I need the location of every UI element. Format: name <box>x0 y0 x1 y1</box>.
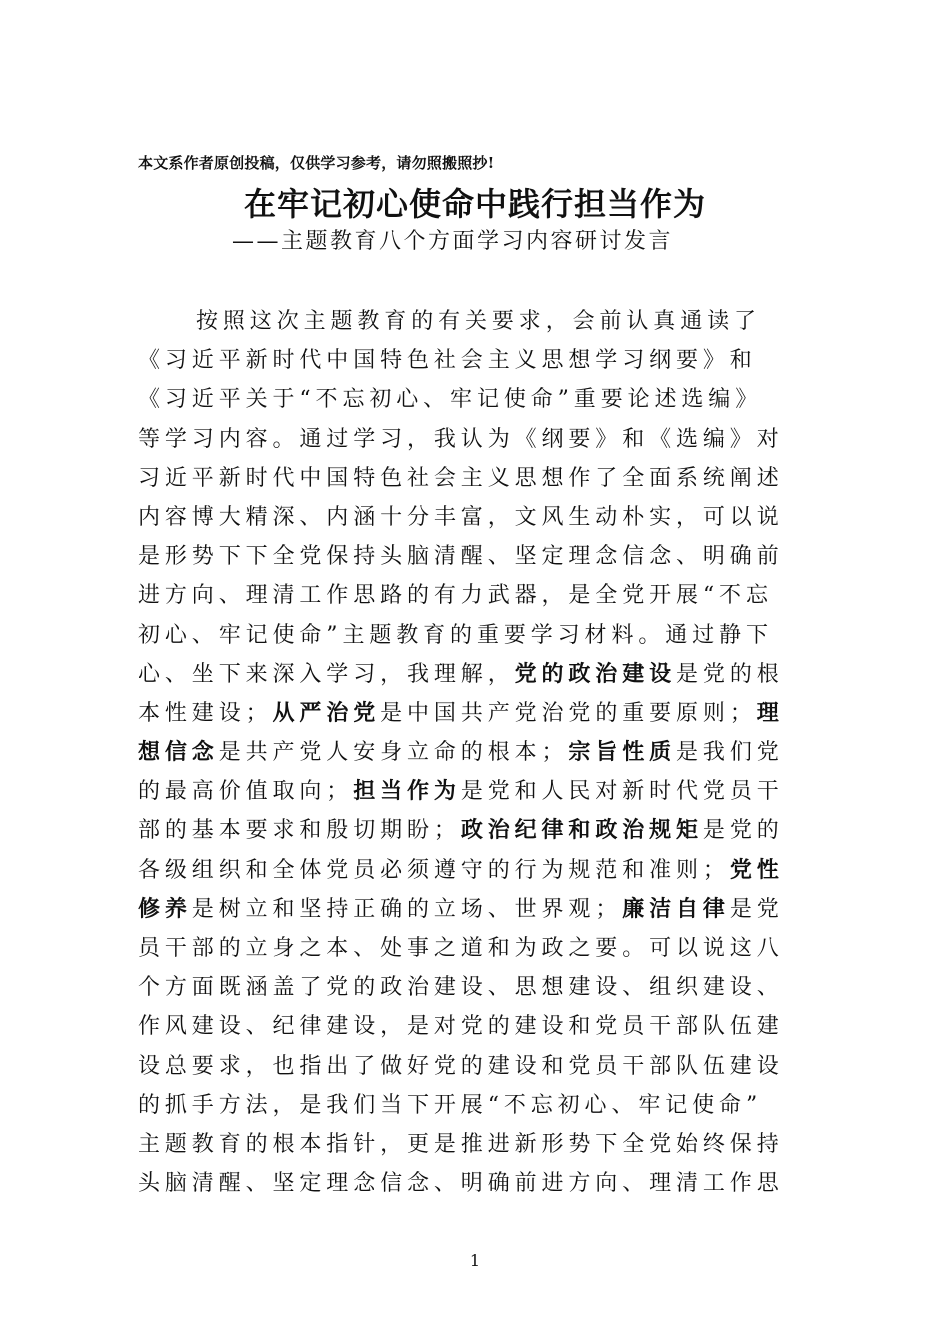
text-line <box>138 341 770 380</box>
text-line <box>138 851 784 890</box>
document-title: 在牢记初心使命中践行担当作为 <box>243 185 706 223</box>
body-paragraph <box>138 302 784 1203</box>
text-line <box>138 498 784 537</box>
bold-keyword: 理 <box>756 700 784 726</box>
text-span: 是党的 <box>702 818 784 844</box>
text-line <box>138 929 784 968</box>
text-span: 的最高价值取向； <box>138 779 354 805</box>
text-span: 部的基本要求和殷切期盼； <box>138 818 461 844</box>
text-line <box>138 1007 784 1046</box>
text-line <box>138 1086 770 1125</box>
text-line <box>138 616 773 655</box>
text-line <box>138 890 784 929</box>
text-span: 是共产党人安身立命的根本； <box>218 740 569 766</box>
text-line <box>138 1047 784 1086</box>
text-span: 心、坐下来深入学习，我理解， <box>138 661 515 687</box>
text-line <box>138 968 784 1007</box>
text-span: 是党 <box>729 896 784 922</box>
copyright-notice: 本文系作者原创投稿，仅供学习参考，请勿照搬照抄! <box>138 154 495 172</box>
bold-keyword: 担当作为 <box>353 779 461 805</box>
text-span: 是中国共产党治党的重要原则； <box>380 700 757 726</box>
text-span: 等学习内容。通过学习，我认为《纲要》和《选编》对 <box>138 426 784 452</box>
text-span: 本性建设； <box>138 700 273 726</box>
text-span: 进方向、理清工作思路的有力武器，是全党开展“不忘 <box>138 583 773 609</box>
bold-keyword: 廉洁自律 <box>622 896 730 922</box>
text-line <box>138 420 784 459</box>
text-line <box>138 302 770 341</box>
text-line <box>138 694 784 733</box>
bold-keyword: 从严治党 <box>272 700 381 726</box>
text-span: 作风建设、纪律建设，是对党的建设和党员干部队伍建 <box>138 1014 784 1040</box>
bold-keyword: 党性 <box>729 857 784 883</box>
bold-keyword: 党的政治建设 <box>514 661 677 687</box>
text-span: 初心、牢记使命”主题教育的重要学习材料。通过静下 <box>138 622 773 648</box>
text-span: 内容博大精深、内涵十分丰富，文风生动朴实，可以说 <box>138 504 784 530</box>
text-line <box>138 811 784 850</box>
bold-keyword: 想信念 <box>138 740 219 766</box>
text-span: 《习近平新时代中国特色社会主义思想学习纲要》和 <box>138 348 757 374</box>
text-span: 员干部的立身之本、处事之道和为政之要。可以说这八 <box>138 936 784 961</box>
text-line <box>138 380 770 419</box>
text-line <box>138 537 784 576</box>
bold-keyword: 修养 <box>138 896 192 922</box>
document-subtitle: ——主题教育八个方面学习内容研讨发言 <box>232 229 674 254</box>
text-span: 是党的根 <box>676 661 784 687</box>
text-line <box>138 655 784 694</box>
text-line <box>138 1125 784 1164</box>
text-span: 的抓手方法，是我们当下开展“不忘初心、牢记使命” <box>138 1092 763 1118</box>
text-line <box>138 576 773 615</box>
bold-keyword: 宗旨性质 <box>568 740 677 766</box>
text-span: 各级组织和全体党员必须遵守的行为规范和准则； <box>138 857 730 883</box>
text-span: 是党和人民对新时代党员干 <box>460 779 784 805</box>
text-span: 是树立和坚持正确的立场、世界观； <box>191 896 623 922</box>
text-line <box>138 459 784 498</box>
text-span: 头脑清醒、坚定理念信念、明确前进方向、理清工作思 <box>138 1171 784 1197</box>
text-span: 设总要求，也指出了做好党的建设和党员干部队伍建设 <box>138 1053 784 1079</box>
text-line <box>138 733 784 772</box>
text-span: 习近平新时代中国特色社会主义思想作了全面系统阐述 <box>138 465 784 491</box>
bold-keyword: 政治纪律和政治规矩 <box>460 818 703 844</box>
text-span: 《习近平关于“不忘初心、牢记使命”重要论述选编》 <box>138 387 763 413</box>
text-span: 是我们党 <box>676 740 784 766</box>
text-span: 是形势下下全党保持头脑清醒、坚定理念信念、明确前 <box>138 544 784 570</box>
text-line <box>138 1164 784 1203</box>
text-span: 个方面既涵盖了党的政治建设、思想建设、组织建设、 <box>138 975 784 1001</box>
text-line <box>138 772 784 811</box>
text-span: 按照这次主题教育的有关要求，会前认真通读了 <box>196 309 761 334</box>
text-span: 主题教育的根本指针，更是推进新形势下全党始终保持 <box>138 1131 784 1157</box>
page-number: 1 <box>469 1251 481 1270</box>
